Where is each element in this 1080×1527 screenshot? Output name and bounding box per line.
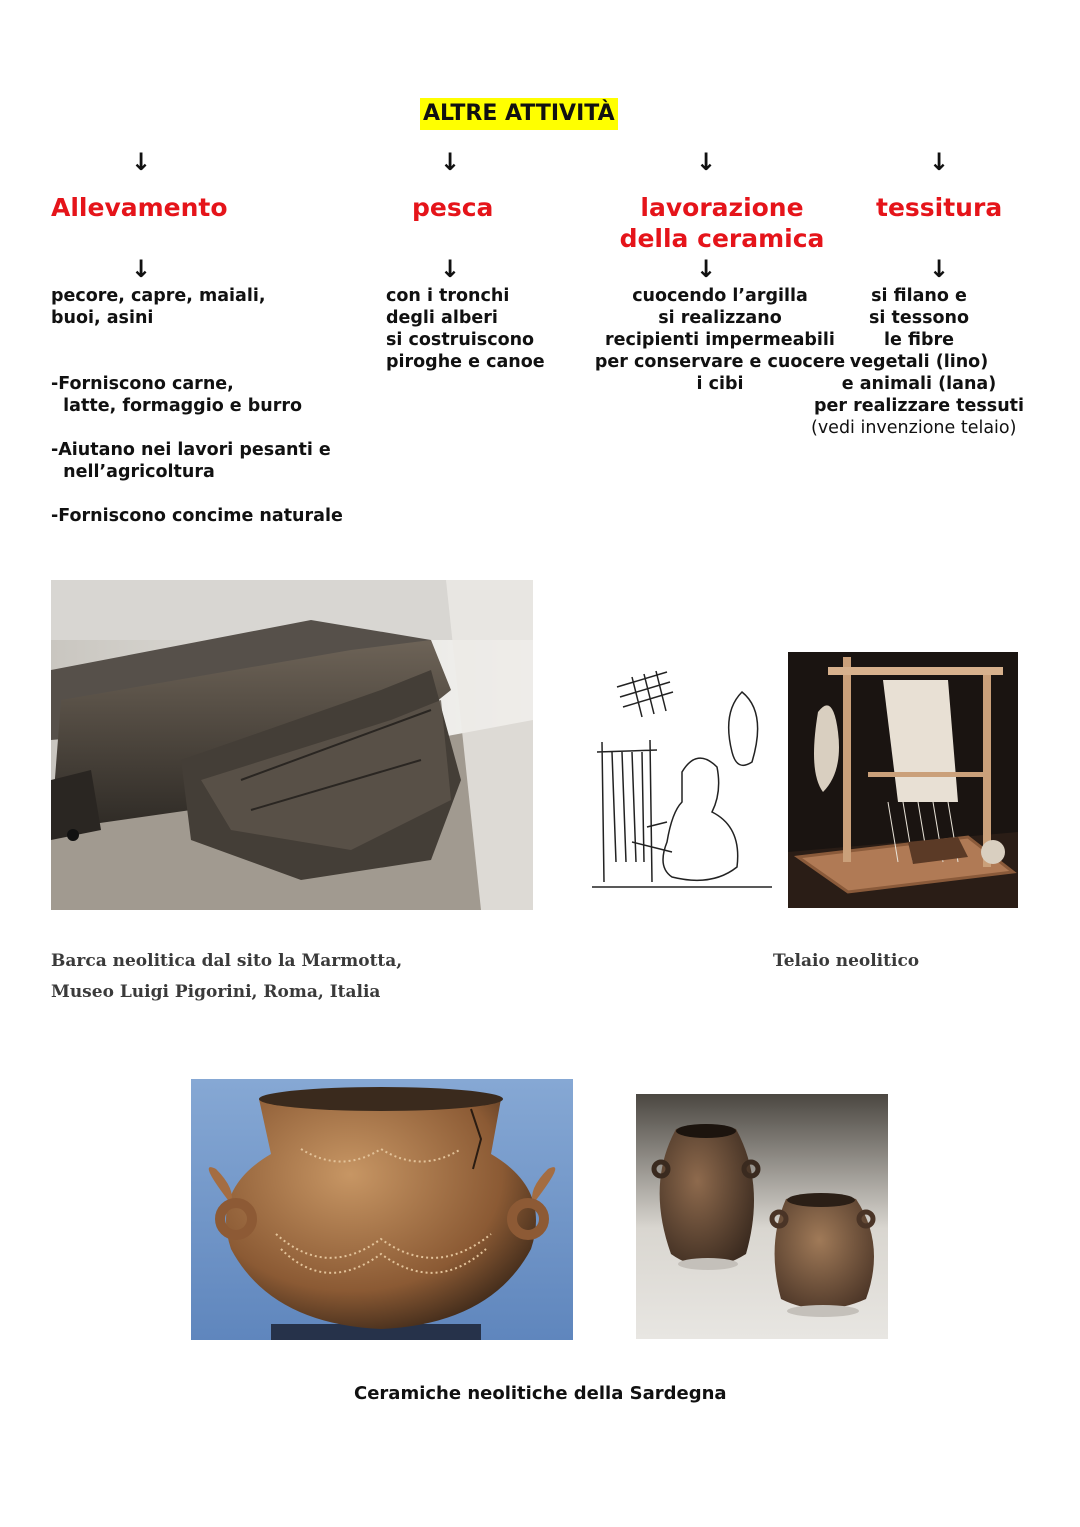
page-title: ALTRE ATTIVITÀ (420, 98, 618, 130)
heading-ceramica: lavorazione della ceramica (619, 193, 825, 253)
arrow-down-icon: ↓ (440, 255, 461, 283)
tessitura-detail: si filano e si tessono le fibre vegetali (lino) e animali (lana) per realizzare tessuti (813, 286, 1025, 416)
arrow-down-icon: ↓ (929, 148, 950, 176)
boat-photo (51, 580, 533, 910)
heading-tessitura: tessitura (876, 193, 1003, 222)
allevamento-animals: pecore, capre, maiali, buoi, asini (51, 286, 266, 328)
ceramic-vase-photo (191, 1079, 573, 1340)
ceramic-pots-photo (636, 1094, 888, 1339)
heading-allevamento: Allevamento (51, 193, 228, 222)
pesca-detail: con i tronchi degli alberi si costruiscono piroghe e canoe (386, 286, 545, 372)
loom-caption: Telaio neolitico (773, 951, 920, 971)
allevamento-note-2: -Aiutano nei lavori pesanti e nell’agricoltura (51, 440, 331, 482)
arrow-down-icon: ↓ (929, 255, 950, 283)
ceramics-caption: Ceramiche neolitiche della Sardegna (354, 1383, 727, 1404)
allevamento-note-3: -Forniscono concime naturale (51, 506, 343, 526)
loom-drawing (572, 652, 784, 910)
heading-pesca: pesca (412, 193, 494, 222)
arrow-down-icon: ↓ (696, 148, 717, 176)
arrow-down-icon: ↓ (131, 148, 152, 176)
arrow-down-icon: ↓ (440, 148, 461, 176)
loom-photo (788, 652, 1018, 908)
boat-caption-line2: Museo Luigi Pigorini, Roma, Italia (51, 982, 381, 1002)
tessitura-note: (vedi invenzione telaio) (811, 418, 1017, 438)
ceramica-detail: cuocendo l’argilla si realizzano recipienti impermeabili per conservare e cuocere i cibi (594, 286, 846, 394)
allevamento-note-1: -Forniscono carne, latte, formaggio e burro (51, 374, 303, 416)
arrow-down-icon: ↓ (131, 255, 152, 283)
boat-caption-line1: Barca neolitica dal sito la Marmotta, (51, 951, 403, 971)
arrow-down-icon: ↓ (696, 255, 717, 283)
